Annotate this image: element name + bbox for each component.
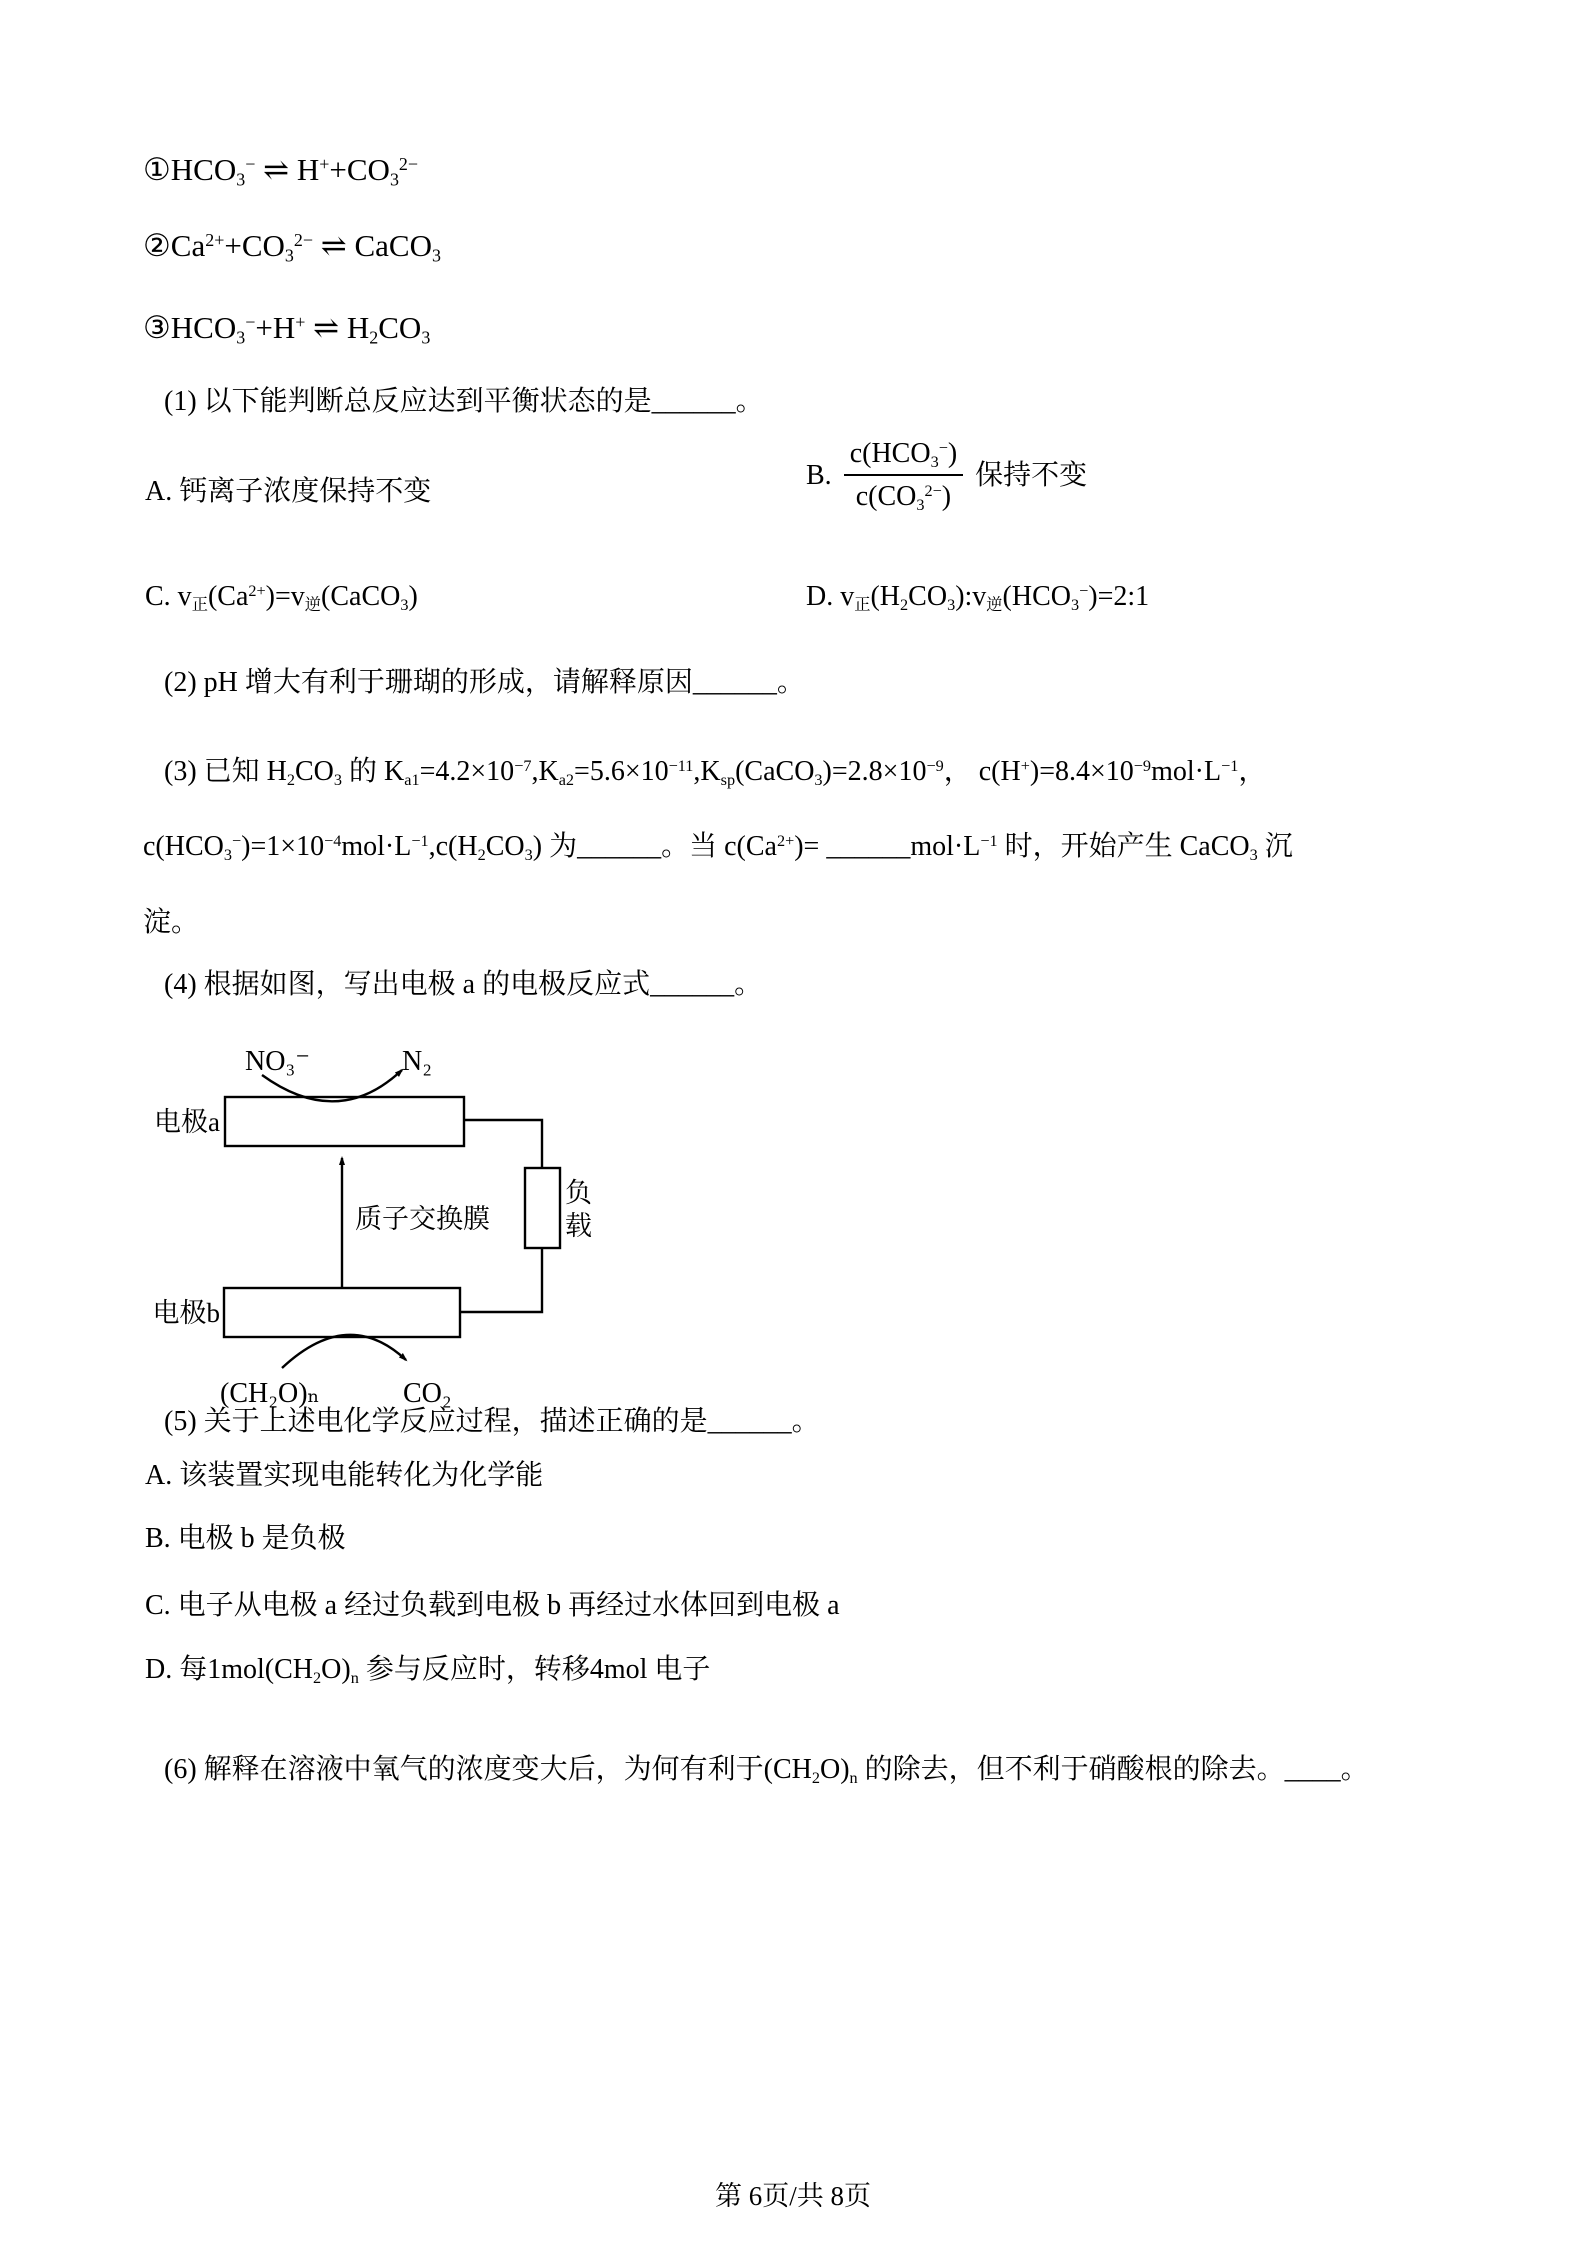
question-1-prompt: (1) 以下能判断总反应达到平衡状态的是______。 bbox=[164, 386, 764, 417]
question-3-line1: (3) 已知 $H_2CO_3$ 的 $K_{a1}=4.2\times 10^{-7},K_{a2}=5.6\times 10^{-11},K_{sp}(CaCO_3)=2.8\times 10^{-9}$， $c(H^+)=8.4\times 10^{-9}mol\cdot L^{-1}$， bbox=[164, 756, 1267, 789]
q1-option-b-fraction bbox=[844, 436, 963, 514]
electrochemical-cell-diagram bbox=[140, 1030, 610, 1420]
q5-option-a: A. 该装置实现电能转化为化学能 bbox=[145, 1460, 544, 1491]
electrode-b-label: 电极b bbox=[152, 1298, 220, 1328]
question-2-prompt: (2) pH 增大有利于珊瑚的形成，请解释原因______。 bbox=[164, 667, 805, 698]
equation-2: $②Ca^{2+}+CO_3^{2-}$ ⇌ CaCO$_3$ bbox=[143, 228, 441, 266]
electrode-b-bar bbox=[224, 1288, 460, 1337]
fraction-denominator: $c(CO_3^{2-})$ bbox=[855, 481, 952, 514]
q5-option-b: B. 电极 b 是负极 bbox=[145, 1523, 346, 1554]
question-6-prompt: (6) 解释在溶液中氧气的浓度变大后，为何有利于$(CH_2O)_n$ 的除去，但不利于硝酸根的除去。____。 bbox=[164, 1754, 1369, 1787]
question-3-line3: 淀。 bbox=[143, 907, 200, 938]
question-3-line2: $c(HCO_3^-)=1\times 10^{-4}mol\cdot L^{-1},c(H_2CO_3)$ 为______。当 $c(Ca^{2+})=$ $\_\_\_\_\_\_mol\cdot L^{-1}$ 时，开始产生 CaCO$_3$ 沉 bbox=[143, 831, 1293, 864]
wire-load-to-electrode-b bbox=[460, 1248, 542, 1312]
wire-electrode-a-to-load bbox=[464, 1120, 542, 1168]
q1-option-b bbox=[806, 436, 1087, 514]
q1-option-b-suffix: 保持不变 bbox=[975, 459, 1088, 491]
q1-option-c: C. $v_正(Ca^{2+})=v_逆(CaCO_3)$ bbox=[145, 581, 418, 614]
ch2o-label: (CH₂O)ₙ bbox=[220, 1378, 320, 1409]
fraction-numerator: $c(HCO_3^-)$ bbox=[844, 436, 963, 476]
q1-option-a: A. 钙离子浓度保持不变 bbox=[145, 476, 432, 507]
q1-option-b-label: B. bbox=[806, 459, 832, 491]
question-5-prompt: (5) 关于上述电化学反应过程，描述正确的是______。 bbox=[164, 1406, 820, 1437]
membrane-label: 质子交换膜 bbox=[355, 1204, 490, 1234]
electrode-a-label: 电极a bbox=[154, 1107, 220, 1137]
load-label-char1: 负 bbox=[565, 1178, 592, 1208]
no3-label: NO₃⁻ bbox=[245, 1046, 310, 1077]
co2-label: CO₂ bbox=[403, 1378, 452, 1409]
ch2o-to-co2-arrow bbox=[282, 1335, 406, 1368]
n2-label: N₂ bbox=[402, 1046, 432, 1077]
load-box bbox=[525, 1168, 560, 1248]
load-label-char2: 载 bbox=[565, 1211, 592, 1241]
equation-3: $③HCO_3^-+H^+$ ⇌ $H_2CO_3$ bbox=[143, 310, 431, 348]
question-4-prompt: (4) 根据如图，写出电极 a 的电极反应式______。 bbox=[164, 969, 763, 1000]
q5-option-c: C. 电子从电极 a 经过负载到电极 b 再经过水体回到电极 a bbox=[145, 1590, 840, 1621]
electrode-a-bar bbox=[225, 1097, 464, 1146]
page-number: 第 6页/共 8页 bbox=[714, 2181, 871, 2211]
equation-1: $①HCO_3^-$ ⇌ $H^++CO_3^{2-}$ bbox=[143, 152, 419, 190]
q5-option-d: D. 每$1mol(CH_2O)_n$ 参与反应时，转移4mol 电子 bbox=[145, 1654, 711, 1687]
q1-option-d: D. $v_正(H_2CO_3):v_逆(HCO_3^-)=2:1$ bbox=[806, 581, 1150, 614]
